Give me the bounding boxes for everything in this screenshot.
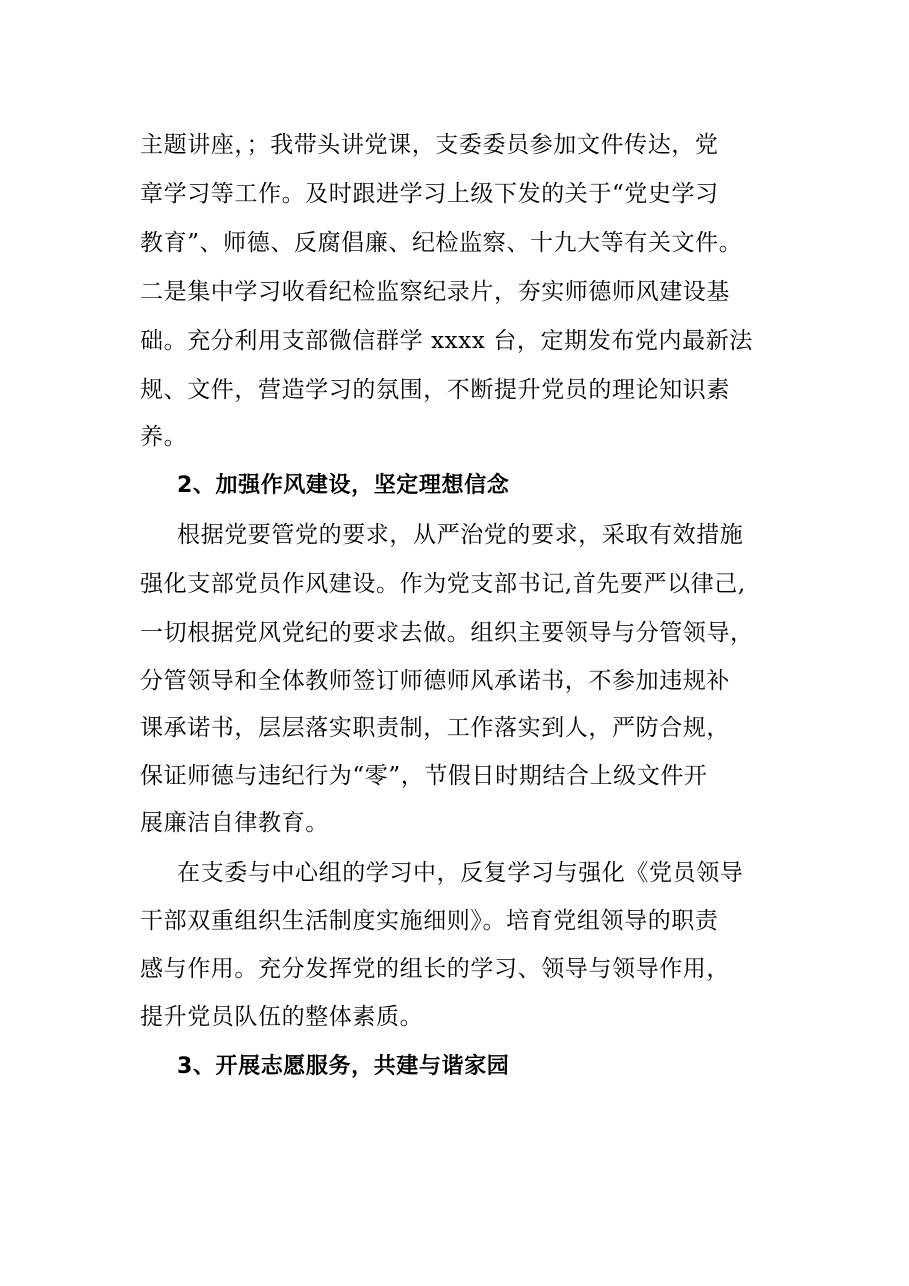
body-text-line: 提升党员队伍的整体素质。: [140, 1004, 424, 1030]
section-heading-3: 3、开展志愿服务，共建与谐家园: [177, 1054, 510, 1079]
body-text-line: 展廉洁自律教育。: [140, 810, 329, 836]
body-text-line: 二是集中学习收看纪检监察纪录片，夯实师德师风建设基: [140, 279, 730, 305]
body-text-line: 感与作用。充分发挥党的组长的学习、领导与领导作用，: [140, 956, 730, 982]
body-text-line: 强化支部党员作风建设。作为党支部书记,首先要严以律己,: [140, 571, 746, 597]
body-text-line: 根据党要管党的要求，从严治党的要求，采取有效措施: [177, 522, 744, 548]
body-text-line: 在支委与中心组的学习中，反复学习与强化《党员领导: [177, 860, 744, 886]
body-text-line: 养。: [140, 424, 188, 450]
body-text-line: 一切根据党风党纪的要求去做。组织主要领导与分管领导，: [140, 620, 754, 646]
body-text-line: 章学习等工作。及时跟进学习上级下发的关于“党史学习: [140, 181, 719, 207]
section-heading-2: 2、加强作风建设，坚定理想信念: [177, 473, 510, 498]
body-text-line: 课承诺书，层层落实职责制，工作落实到人，严防合规，: [140, 715, 730, 741]
body-text-line: 分管领导和全体教师签订师德师风承诺书，不参加违规补: [140, 668, 730, 694]
body-text-line: 保证师德与违纪行为“零”，节假日时期结合上级文件开: [140, 763, 708, 789]
body-text-line: 主题讲座，；我带头讲党课，支委委员参加文件传达，党: [140, 132, 719, 158]
body-text-line: 教育”、师德、反腐倡廉、纪检监察、十九大等有关文件。: [140, 230, 743, 256]
body-text-line: 干部双重组织生活制度实施细则》。培育党组领导的职责: [140, 908, 719, 934]
body-text-line: 规、文件，营造学习的氛围，不断提升党员的理论知识素: [140, 377, 730, 403]
body-text-line: 础。充分利用支部微信群学 xxxx 台，定期发布党内最新法: [140, 328, 753, 354]
